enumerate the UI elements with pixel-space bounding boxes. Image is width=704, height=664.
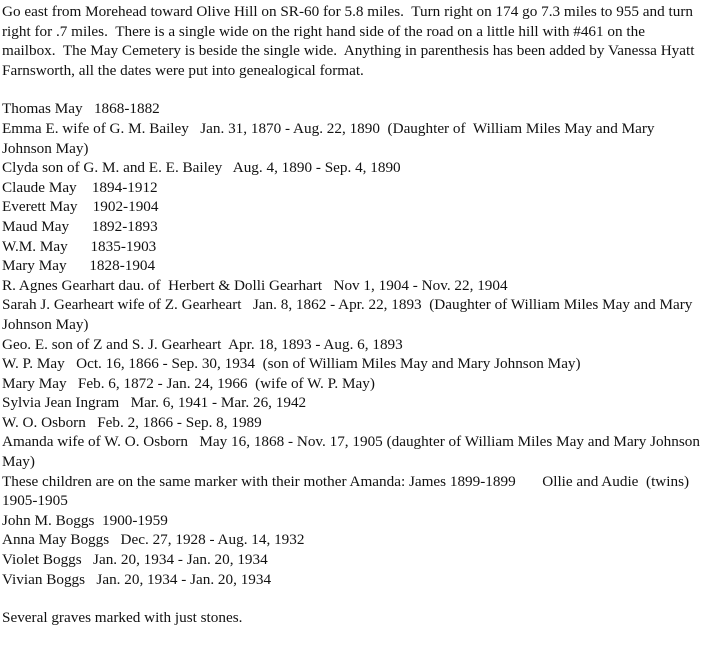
burial-entry: W.M. May 1835-1903 [2, 237, 157, 255]
burial-entry: R. Agnes Gearhart dau. of Herbert & Dolli Gearhart Nov 1, 1904 - Nov. 22, 1904 [2, 276, 508, 294]
burial-entry: Anna May Boggs Dec. 27, 1928 - Aug. 14, 1932 [2, 531, 305, 549]
burial-entry: Sylvia Jean Ingram Mar. 6, 1941 - Mar. 26, 1942 [2, 394, 307, 412]
burial-entry: W. O. Osborn Feb. 2, 1866 - Sep. 8, 1989 [2, 413, 262, 431]
directions-paragraph: Go east from Morehead toward Olive Hill on SR-60 for 5.8 miles. Turn right on 174 go 7.3 miles to 955 and turn right for .7 miles. There is a single wide on the right hand side of the road on a little hill with #461 on the mailbox. The May Cemetery is beside the single wide. Anything in parenthesis has been added by Vanessa Hyatt Farnsworth, all the dates were put into genealogical format. [2, 3, 699, 79]
burial-entry: Mary May 1828-1904 [2, 257, 156, 275]
burial-entry: Maud May 1892-1893 [2, 217, 158, 235]
closing-note: Several graves marked with just stones. [2, 609, 243, 627]
burial-entry: Everett May 1902-1904 [2, 198, 159, 216]
burial-list [2, 99, 704, 589]
burial-entry: Violet Boggs Jan. 20, 1934 - Jan. 20, 1934 [2, 551, 268, 569]
burial-entry: Amanda wife of W. O. Osborn May 16, 1868 - Nov. 17, 1905 (daughter of William Miles May and Mary Johnson May) [2, 433, 704, 471]
burial-entry: John M. Boggs 1900-1959 [2, 511, 168, 529]
burial-entry: Clyda son of G. M. and E. E. Bailey Aug. 4, 1890 - Sep. 4, 1890 [2, 159, 401, 177]
burial-entry: Geo. E. son of Z and S. J. Gearheart Apr. 18, 1893 - Aug. 6, 1893 [2, 335, 403, 353]
burial-entry: Claude May 1894-1912 [2, 178, 158, 196]
burial-entry: Mary May Feb. 6, 1872 - Jan. 24, 1966 (wife of W. P. May) [2, 374, 375, 392]
burial-entry: Emma E. wife of G. M. Bailey Jan. 31, 1870 - Aug. 22, 1890 (Daughter of William Miles May and Mary Johnson May) [2, 119, 659, 157]
document-page [2, 2, 704, 628]
burial-entry: W. P. May Oct. 16, 1866 - Sep. 30, 1934 (son of William Miles May and Mary Johnson May) [2, 355, 581, 373]
burial-entry: Sarah J. Gearheart wife of Z. Gearheart Jan. 8, 1862 - Apr. 22, 1893 (Daughter of William Miles May and Mary Johnson May) [2, 296, 697, 333]
burial-entry: These children are on the same marker with their mother Amanda: James 1899-1899 Ollie and Audie (twins) 1905-1905 [2, 472, 693, 510]
burial-entry: Thomas May 1868-1882 [2, 100, 160, 118]
burial-entry: Vivian Boggs Jan. 20, 1934 - Jan. 20, 1934 [2, 570, 272, 588]
